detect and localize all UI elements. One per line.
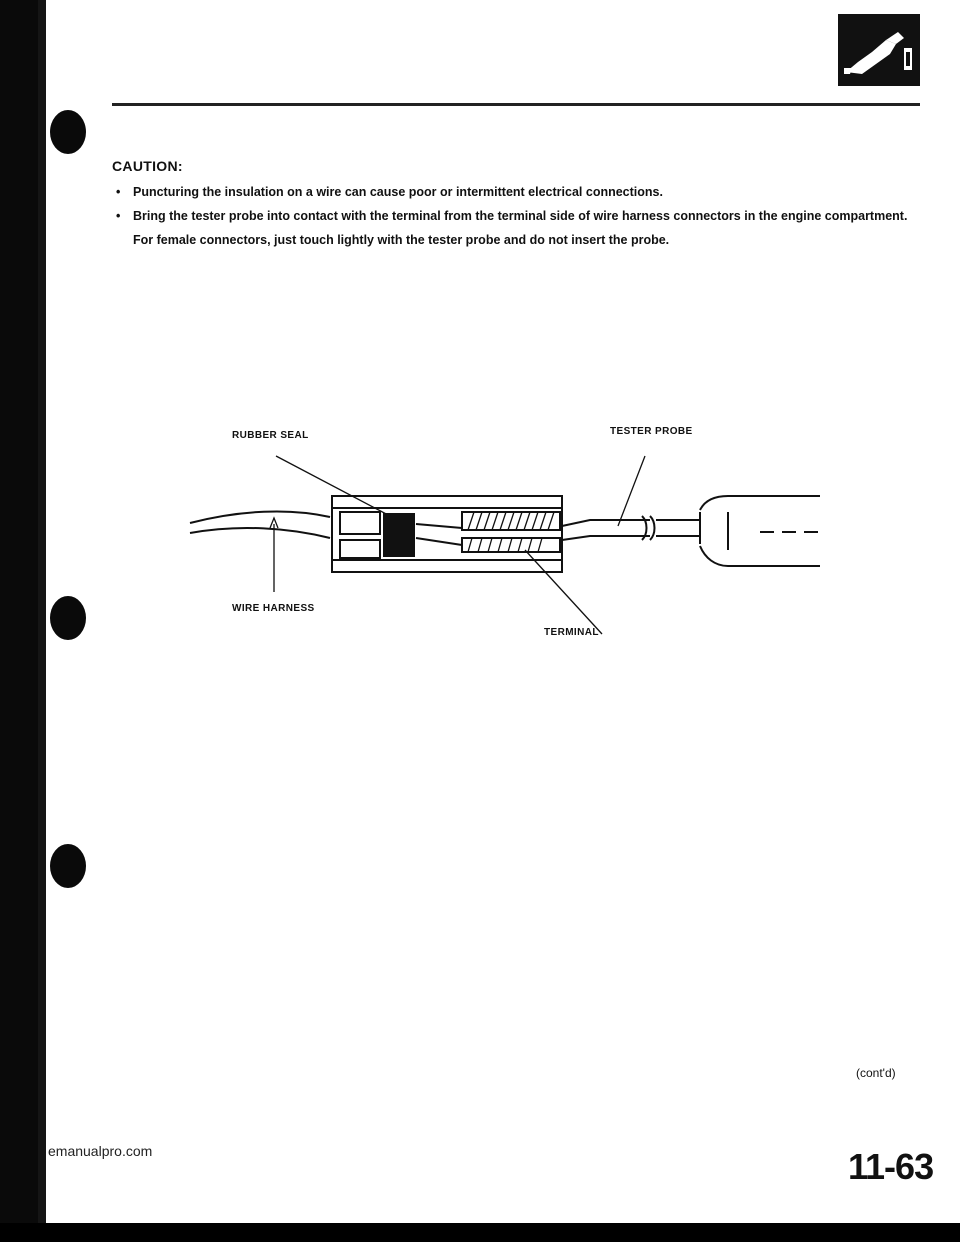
tester-probe-label: TESTER PROBE [610,426,693,437]
caution-bullet: • Puncturing the insulation on a wire can cause poor or intermittent electrical connections. [112,180,912,204]
wire-harness-label: WIRE HARNESS [232,603,315,614]
caution-heading: CAUTION: [112,158,183,174]
header-rule [112,103,920,106]
punch-hole-middle [50,596,86,640]
caution-section [112,158,912,252]
footer-strip [0,1223,960,1242]
page-number: 11-63 [848,1146,934,1187]
source-watermark: emanualpro.com [48,1143,153,1159]
punch-hole-top [50,110,86,154]
punch-hole-lower [50,844,86,888]
terminal-label: TERMINAL [544,627,599,638]
page-binding-shadow [38,0,46,1242]
connector-diagram [180,420,840,650]
fuel-nozzle-icon [838,14,920,86]
page-binding-edge [0,0,38,1242]
caution-bullet: • Bring the tester probe into contact with the terminal from the terminal side of wire harness connectors in the engine compartment. For female connectors, just touch lightly with the tester probe and do not insert the probe. [112,204,912,252]
continued-note: (cont'd) [856,1066,896,1080]
connector-illustration [180,420,840,650]
rubber-seal-label: RUBBER SEAL [232,430,309,441]
